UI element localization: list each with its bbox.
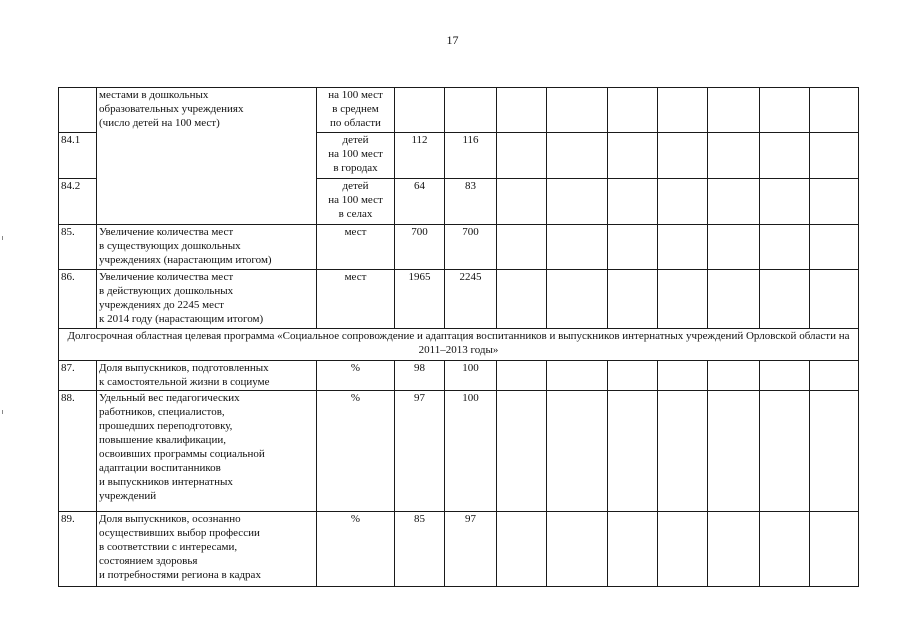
empty-cell bbox=[497, 225, 547, 270]
empty-cell bbox=[658, 88, 708, 133]
unit-cell: детей на 100 мест в селах bbox=[317, 179, 395, 225]
unit-cell: % bbox=[317, 512, 395, 587]
value-cell: 97 bbox=[395, 391, 445, 512]
empty-cell bbox=[547, 512, 608, 587]
empty-cell bbox=[608, 225, 658, 270]
section-row bbox=[59, 329, 859, 361]
empty-cell bbox=[608, 179, 658, 225]
empty-cell bbox=[810, 270, 859, 329]
table-row bbox=[59, 225, 859, 270]
value-cell: 97 bbox=[445, 512, 497, 587]
empty-cell bbox=[708, 133, 760, 179]
empty-cell bbox=[547, 133, 608, 179]
margin-mark bbox=[2, 236, 3, 240]
empty-cell bbox=[497, 133, 547, 179]
empty-cell bbox=[547, 225, 608, 270]
empty-cell bbox=[760, 225, 810, 270]
row-number: 85. bbox=[59, 225, 97, 270]
empty-cell bbox=[760, 133, 810, 179]
value-cell: 100 bbox=[445, 391, 497, 512]
indicator-name: Доля выпускников, осознанно осуществивших выбор профессии в соответствии с интересами, состоянием здоровья и потребностями региона в кадрах bbox=[97, 512, 317, 587]
empty-cell bbox=[608, 88, 658, 133]
empty-cell bbox=[810, 512, 859, 587]
empty-cell bbox=[497, 88, 547, 133]
empty-cell bbox=[608, 361, 658, 391]
row-number: 88. bbox=[59, 391, 97, 512]
row-number: 87. bbox=[59, 361, 97, 391]
empty-cell bbox=[810, 179, 859, 225]
row-number bbox=[59, 88, 97, 133]
indicator-name: Увеличение количества мест в существующих дошкольных учреждениях (нарастающим итогом) bbox=[97, 225, 317, 270]
unit-cell: детей на 100 мест в городах bbox=[317, 133, 395, 179]
empty-cell bbox=[497, 270, 547, 329]
value-cell: 100 bbox=[445, 361, 497, 391]
empty-cell bbox=[760, 391, 810, 512]
indicator-name: Увеличение количества мест в действующих дошкольных учреждениях до 2245 мест к 2014 году (нарастающим итогом) bbox=[97, 270, 317, 329]
empty-cell bbox=[608, 512, 658, 587]
table-row bbox=[59, 88, 859, 133]
empty-cell bbox=[608, 133, 658, 179]
margin-mark bbox=[2, 410, 3, 414]
row-number: 86. bbox=[59, 270, 97, 329]
empty-cell bbox=[608, 391, 658, 512]
value-cell: 64 bbox=[395, 179, 445, 225]
row-number: 89. bbox=[59, 512, 97, 587]
empty-cell bbox=[497, 361, 547, 391]
empty-cell bbox=[658, 361, 708, 391]
indicator-name: местами в дошкольных образовательных учреждениях (число детей на 100 мест) bbox=[97, 88, 317, 225]
empty-cell bbox=[708, 225, 760, 270]
empty-cell bbox=[658, 512, 708, 587]
indicator-table bbox=[58, 87, 859, 587]
row-number: 84.2 bbox=[59, 179, 97, 225]
value-cell bbox=[445, 88, 497, 133]
empty-cell bbox=[497, 391, 547, 512]
value-cell bbox=[395, 88, 445, 133]
empty-cell bbox=[547, 361, 608, 391]
empty-cell bbox=[760, 270, 810, 329]
table-row bbox=[59, 270, 859, 329]
empty-cell bbox=[708, 512, 760, 587]
empty-cell bbox=[708, 270, 760, 329]
empty-cell bbox=[810, 133, 859, 179]
empty-cell bbox=[658, 270, 708, 329]
empty-cell bbox=[760, 88, 810, 133]
empty-cell bbox=[497, 512, 547, 587]
unit-cell: % bbox=[317, 391, 395, 512]
empty-cell bbox=[810, 88, 859, 133]
empty-cell bbox=[760, 512, 810, 587]
value-cell: 700 bbox=[445, 225, 497, 270]
indicator-name: Удельный вес педагогических работников, специалистов, прошедших переподготовку, повышение квалификации, освоивших программы социальной адаптации воспитанников и выпускников интернатных учреждений bbox=[97, 391, 317, 512]
value-cell: 112 bbox=[395, 133, 445, 179]
empty-cell bbox=[708, 179, 760, 225]
value-cell: 700 bbox=[395, 225, 445, 270]
unit-cell: % bbox=[317, 361, 395, 391]
row-number: 84.1 bbox=[59, 133, 97, 179]
table-row bbox=[59, 512, 859, 587]
empty-cell bbox=[608, 270, 658, 329]
empty-cell bbox=[810, 361, 859, 391]
empty-cell bbox=[810, 225, 859, 270]
indicator-name: Доля выпускников, подготовленных к самостоятельной жизни в социуме bbox=[97, 361, 317, 391]
unit-cell: мест bbox=[317, 270, 395, 329]
section-title: Долгосрочная областная целевая программа «Социальное сопровождение и адаптация воспитанников и выпускников интернатных учреждений Орловской области на 2011–2013 годы» bbox=[59, 329, 859, 361]
table-row bbox=[59, 361, 859, 391]
empty-cell bbox=[497, 179, 547, 225]
empty-cell bbox=[810, 391, 859, 512]
page-number: 17 bbox=[446, 33, 459, 47]
value-cell: 85 bbox=[395, 512, 445, 587]
empty-cell bbox=[547, 88, 608, 133]
empty-cell bbox=[547, 270, 608, 329]
empty-cell bbox=[760, 179, 810, 225]
value-cell: 98 bbox=[395, 361, 445, 391]
unit-cell: на 100 мест в среднем по области bbox=[317, 88, 395, 133]
empty-cell bbox=[658, 179, 708, 225]
value-cell: 116 bbox=[445, 133, 497, 179]
empty-cell bbox=[658, 225, 708, 270]
empty-cell bbox=[708, 361, 760, 391]
value-cell: 83 bbox=[445, 179, 497, 225]
empty-cell bbox=[708, 391, 760, 512]
empty-cell bbox=[547, 391, 608, 512]
empty-cell bbox=[658, 133, 708, 179]
empty-cell bbox=[760, 361, 810, 391]
empty-cell bbox=[547, 179, 608, 225]
value-cell: 1965 bbox=[395, 270, 445, 329]
empty-cell bbox=[658, 391, 708, 512]
unit-cell: мест bbox=[317, 225, 395, 270]
value-cell: 2245 bbox=[445, 270, 497, 329]
empty-cell bbox=[708, 88, 760, 133]
table-row bbox=[59, 391, 859, 512]
